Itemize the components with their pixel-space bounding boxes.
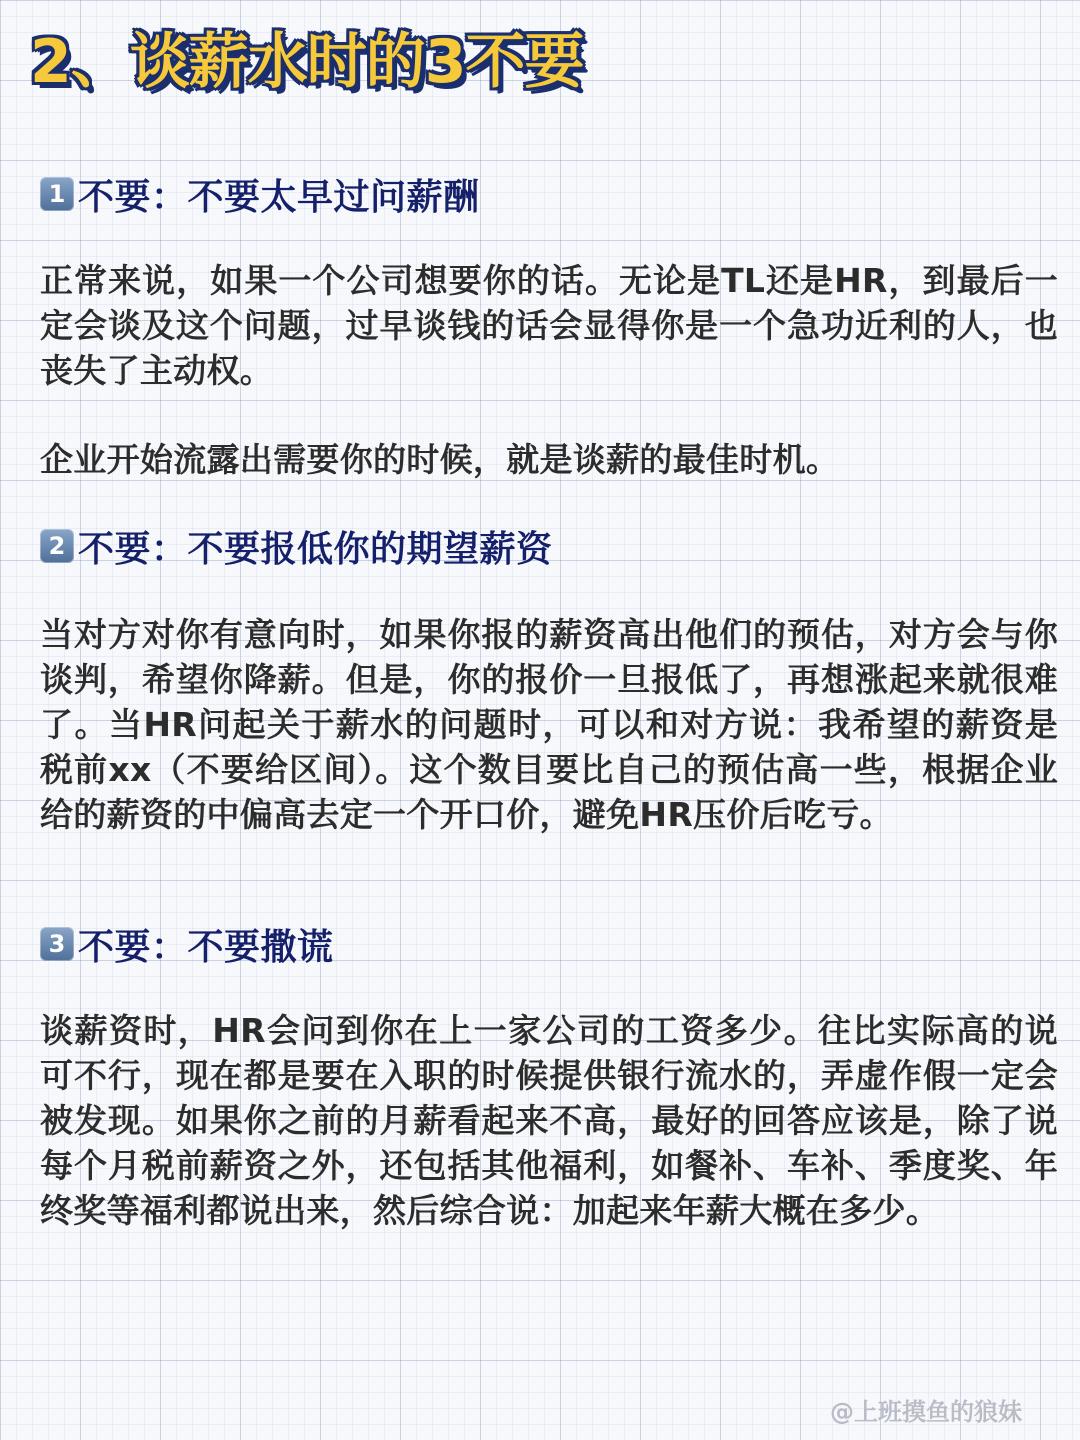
section-heading-3	[40, 918, 334, 970]
number-3-icon: 3	[40, 927, 74, 961]
number-2-icon: 2	[40, 529, 74, 563]
section-3-paragraph-1: 谈薪资时，HR会问到你在上一家公司的工资多少。往比实际高的说可不行，现在都是要在入职的时候提供银行流水的，弄虚作假一定会被发现。如果你之前的月薪看起来不高，最好的回答应该是，除了说每个月税前薪资之外，还包括其他福利，如餐补、车补、季度奖、年终奖等福利都说出来，然后综合说：加起来年薪大概在多少。	[40, 1011, 1058, 1230]
section-heading-1	[40, 168, 480, 220]
section-heading-2	[40, 520, 553, 572]
author-watermark: @上班摸鱼的狼妹	[830, 1398, 1022, 1426]
section-1-paragraph-2: 企业开始流露出需要你的时候，就是谈薪的最佳时机。	[40, 440, 840, 479]
section-2-paragraph-1: 当对方对你有意向时，如果你报的薪资高出他们的预估，对方会与你谈判，希望你降薪。但是，你的报价一旦报低了，再想涨起来就很难了。当HR问起关于薪水的问题时，可以和对方说：我希望的薪资是税前xx（不要给区间）。这个数目要比自己的预估高一些，根据企业给的薪资的中偏高去定一个开口价，避免HR压价后吃亏。	[40, 615, 1058, 834]
section-heading-text: 不要：不要太早过问薪酬	[78, 176, 480, 218]
section-heading-text: 不要：不要撒谎	[78, 926, 334, 968]
section-heading-text: 不要：不要报低你的期望薪资	[78, 528, 553, 570]
number-1-icon: 1	[40, 177, 74, 211]
section-1-paragraph-1: 正常来说，如果一个公司想要你的话。无论是TL还是HR，到最后一定会谈及这个问题，过早谈钱的话会显得你是一个急功近利的人，也丧失了主动权。	[40, 261, 1058, 390]
page-title: 2、谈薪水时的3不要	[30, 27, 584, 97]
